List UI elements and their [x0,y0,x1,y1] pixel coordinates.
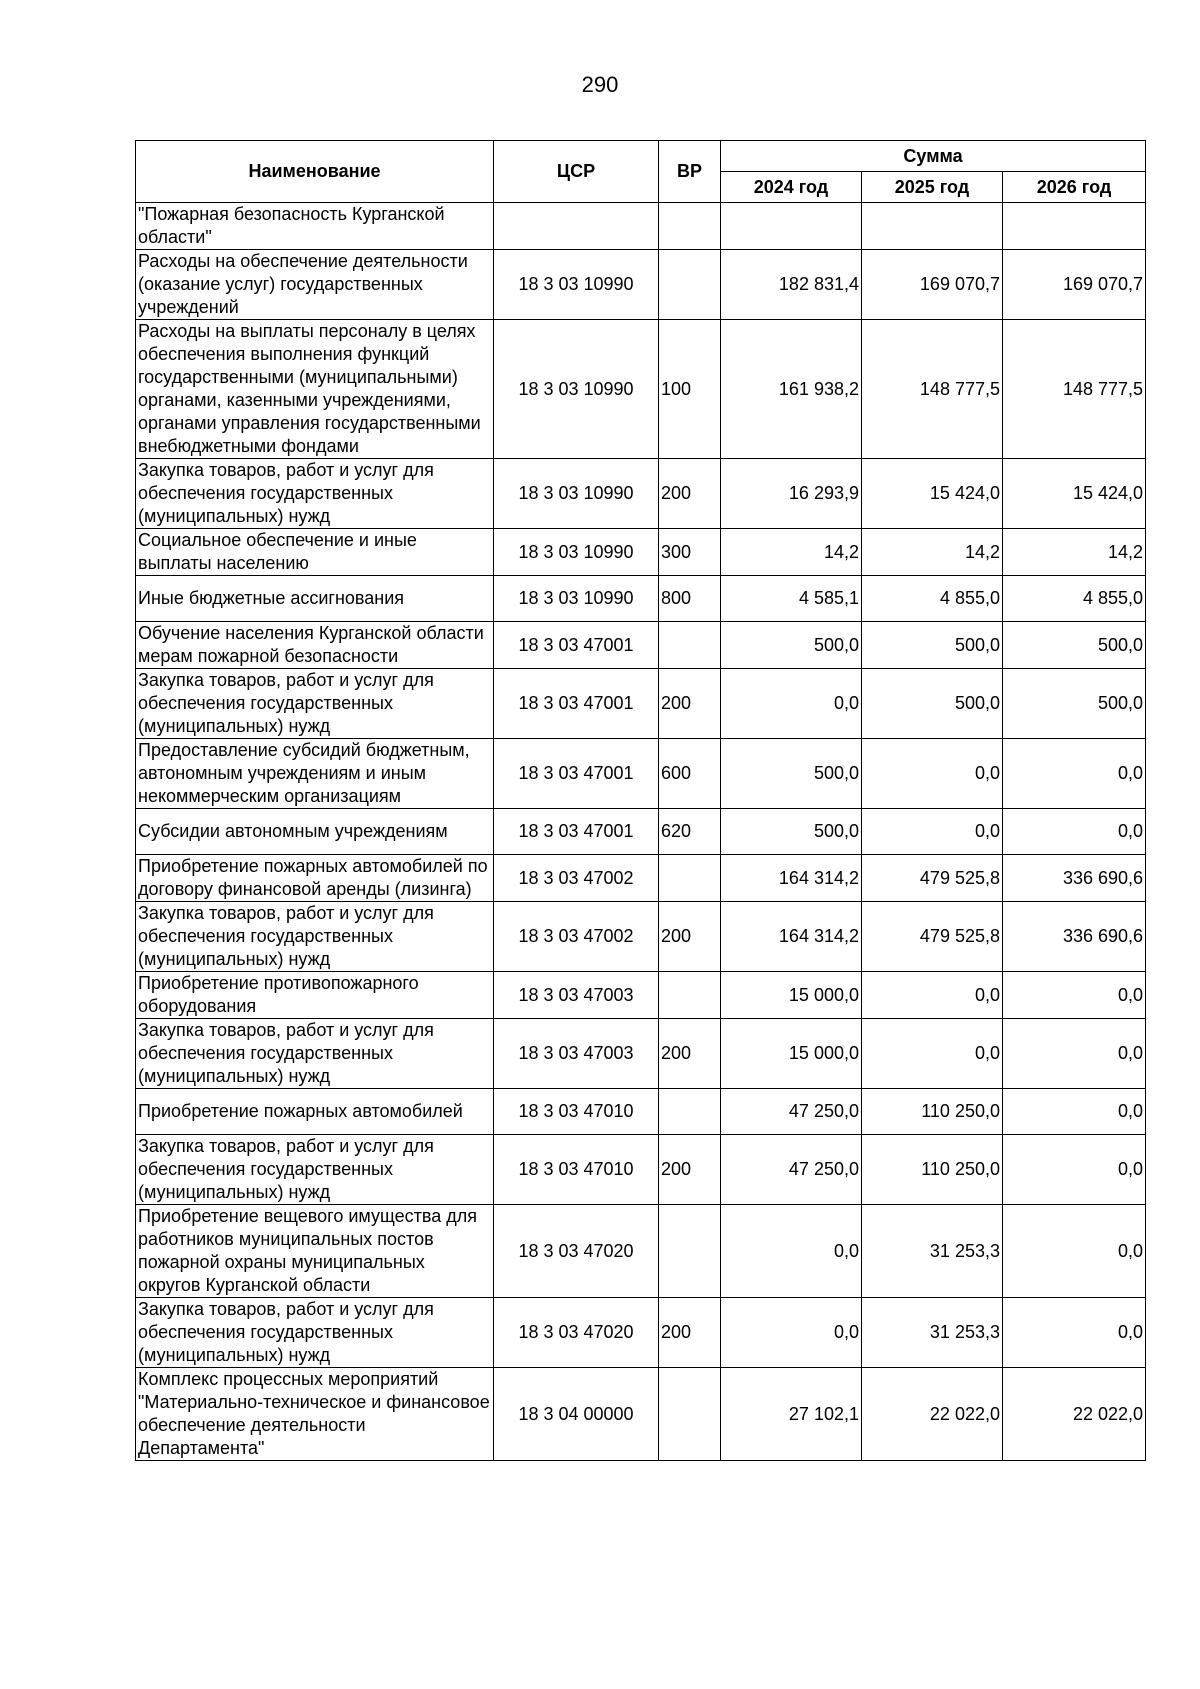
row-sum-2024: 161 938,2 [721,320,862,459]
table-row [136,1089,1146,1135]
row-vr [659,250,721,320]
row-csr: 18 3 03 10990 [494,529,659,576]
row-sum-2024: 0,0 [721,669,862,739]
row-csr: 18 3 03 47020 [494,1298,659,1368]
row-vr: 200 [659,902,721,972]
row-vr: 600 [659,739,721,809]
row-sum-2025: 479 525,8 [862,902,1003,972]
row-vr: 200 [659,1298,721,1368]
row-name: Приобретение противопожарного оборудования [136,972,494,1019]
table-row [136,1205,1146,1298]
table-row [136,529,1146,576]
table-row [136,1368,1146,1461]
row-sum-2025: 14,2 [862,529,1003,576]
row-sum-2024: 164 314,2 [721,855,862,902]
row-name: Социальное обеспечение и иные выплаты населению [136,529,494,576]
row-csr: 18 3 03 47002 [494,855,659,902]
row-sum-2025: 4 855,0 [862,576,1003,622]
row-vr: 300 [659,529,721,576]
table-row [136,1298,1146,1368]
row-csr: 18 3 03 47001 [494,809,659,855]
row-csr: 18 3 03 47003 [494,1019,659,1089]
row-sum-2026: 4 855,0 [1003,576,1146,622]
table-row [136,622,1146,669]
table-row [136,902,1146,972]
row-name: Расходы на обеспечение деятельности (оказание услуг) государственных учреждений [136,250,494,320]
row-vr [659,1368,721,1461]
row-name: Закупка товаров, работ и услуг для обеспечения государственных (муниципальных) нужд [136,459,494,529]
row-sum-2026: 0,0 [1003,1298,1146,1368]
row-name: Предоставление субсидий бюджетным, автономным учреждениям и иным некоммерческим организациям [136,739,494,809]
row-sum-2026: 336 690,6 [1003,855,1146,902]
table-row [136,203,1146,250]
row-vr [659,622,721,669]
row-vr: 200 [659,459,721,529]
row-name: Иные бюджетные ассигнования [136,576,494,622]
row-vr: 800 [659,576,721,622]
row-vr [659,855,721,902]
row-sum-2026: 500,0 [1003,669,1146,739]
header-name: Наименование [136,141,494,203]
row-csr: 18 3 03 10990 [494,576,659,622]
row-sum-2026: 0,0 [1003,972,1146,1019]
header-csr: ЦСР [494,141,659,203]
row-vr: 200 [659,1135,721,1205]
row-vr: 200 [659,1019,721,1089]
row-sum-2024: 164 314,2 [721,902,862,972]
row-sum-2025: 110 250,0 [862,1135,1003,1205]
row-sum-2025: 0,0 [862,739,1003,809]
row-sum-2025: 148 777,5 [862,320,1003,459]
row-sum-2026: 336 690,6 [1003,902,1146,972]
row-vr: 620 [659,809,721,855]
row-sum-2025: 169 070,7 [862,250,1003,320]
row-sum-2024: 27 102,1 [721,1368,862,1461]
table-row [136,320,1146,459]
table-row [136,250,1146,320]
row-sum-2026: 0,0 [1003,1089,1146,1135]
row-name: "Пожарная безопасность Курганской области" [136,203,494,250]
table-row [136,1019,1146,1089]
row-name: Закупка товаров, работ и услуг для обеспечения государственных (муниципальных) нужд [136,669,494,739]
row-sum-2024: 500,0 [721,739,862,809]
header-year-2026: 2026 год [1003,172,1146,203]
row-name: Закупка товаров, работ и услуг для обеспечения государственных (муниципальных) нужд [136,902,494,972]
row-sum-2025: 0,0 [862,1019,1003,1089]
row-csr: 18 3 03 10990 [494,320,659,459]
row-sum-2024: 16 293,9 [721,459,862,529]
row-vr [659,1089,721,1135]
row-csr [494,203,659,250]
header-vr: ВР [659,141,721,203]
row-sum-2025: 22 022,0 [862,1368,1003,1461]
row-sum-2025: 479 525,8 [862,855,1003,902]
page-number: 290 [581,72,619,97]
row-sum-2025: 110 250,0 [862,1089,1003,1135]
row-sum-2025: 31 253,3 [862,1205,1003,1298]
row-sum-2025: 500,0 [862,669,1003,739]
row-sum-2024: 47 250,0 [721,1135,862,1205]
row-name: Закупка товаров, работ и услуг для обеспечения государственных (муниципальных) нужд [136,1019,494,1089]
row-sum-2026: 14,2 [1003,529,1146,576]
row-csr: 18 3 03 47003 [494,972,659,1019]
table-row [136,459,1146,529]
row-sum-2026: 0,0 [1003,1205,1146,1298]
row-sum-2024: 182 831,4 [721,250,862,320]
row-sum-2026: 0,0 [1003,1135,1146,1205]
row-sum-2026: 500,0 [1003,622,1146,669]
row-sum-2024: 47 250,0 [721,1089,862,1135]
row-sum-2024: 500,0 [721,809,862,855]
row-name: Приобретение вещевого имущества для работников муниципальных постов пожарной охраны муниципальных округов Курганской области [136,1205,494,1298]
row-sum-2025: 15 424,0 [862,459,1003,529]
row-sum-2026: 169 070,7 [1003,250,1146,320]
table-row [136,576,1146,622]
row-name: Закупка товаров, работ и услуг для обеспечения государственных (муниципальных) нужд [136,1135,494,1205]
row-vr [659,1205,721,1298]
row-vr: 100 [659,320,721,459]
row-sum-2025: 31 253,3 [862,1298,1003,1368]
row-sum-2026: 22 022,0 [1003,1368,1146,1461]
table-row [136,809,1146,855]
row-csr: 18 3 03 47010 [494,1089,659,1135]
row-sum-2026: 0,0 [1003,739,1146,809]
table-body [136,203,1146,1461]
row-csr: 18 3 03 47002 [494,902,659,972]
header-sum: Сумма [721,141,1146,172]
row-vr: 200 [659,669,721,739]
table-row [136,855,1146,902]
row-sum-2024 [721,203,862,250]
row-sum-2025: 500,0 [862,622,1003,669]
row-sum-2026: 148 777,5 [1003,320,1146,459]
row-name: Приобретение пожарных автомобилей по договору финансовой аренды (лизинга) [136,855,494,902]
table-row [136,972,1146,1019]
row-sum-2024: 4 585,1 [721,576,862,622]
row-sum-2026 [1003,203,1146,250]
row-csr: 18 3 03 47001 [494,739,659,809]
row-csr: 18 3 03 47001 [494,669,659,739]
row-name: Обучение населения Курганской области мерам пожарной безопасности [136,622,494,669]
row-sum-2026: 0,0 [1003,1019,1146,1089]
budget-table [135,140,1146,1461]
row-csr: 18 3 03 47010 [494,1135,659,1205]
row-name: Комплекс процессных мероприятий "Материально-техническое и финансовое обеспечение деятельности Департамента" [136,1368,494,1461]
row-csr: 18 3 04 00000 [494,1368,659,1461]
row-sum-2026: 0,0 [1003,809,1146,855]
row-sum-2026: 15 424,0 [1003,459,1146,529]
row-sum-2024: 500,0 [721,622,862,669]
table-row [136,669,1146,739]
row-name: Расходы на выплаты персоналу в целях обеспечения выполнения функций государственными (муниципальными) органами, казенными учреждениями, органами управления государственными внебюджетными фондами [136,320,494,459]
row-sum-2025: 0,0 [862,809,1003,855]
row-sum-2024: 14,2 [721,529,862,576]
row-csr: 18 3 03 47020 [494,1205,659,1298]
row-csr: 18 3 03 10990 [494,250,659,320]
row-sum-2025 [862,203,1003,250]
header-year-2025: 2025 год [862,172,1003,203]
row-vr [659,203,721,250]
row-sum-2024: 0,0 [721,1298,862,1368]
row-sum-2025: 0,0 [862,972,1003,1019]
header-year-2024: 2024 год [721,172,862,203]
table-header [136,141,1146,203]
row-name: Субсидии автономным учреждениям [136,809,494,855]
row-sum-2024: 15 000,0 [721,1019,862,1089]
row-csr: 18 3 03 47001 [494,622,659,669]
table-row [136,739,1146,809]
row-name: Приобретение пожарных автомобилей [136,1089,494,1135]
row-sum-2024: 15 000,0 [721,972,862,1019]
row-csr: 18 3 03 10990 [494,459,659,529]
table-row [136,1135,1146,1205]
row-sum-2024: 0,0 [721,1205,862,1298]
row-vr [659,972,721,1019]
row-name: Закупка товаров, работ и услуг для обеспечения государственных (муниципальных) нужд [136,1298,494,1368]
